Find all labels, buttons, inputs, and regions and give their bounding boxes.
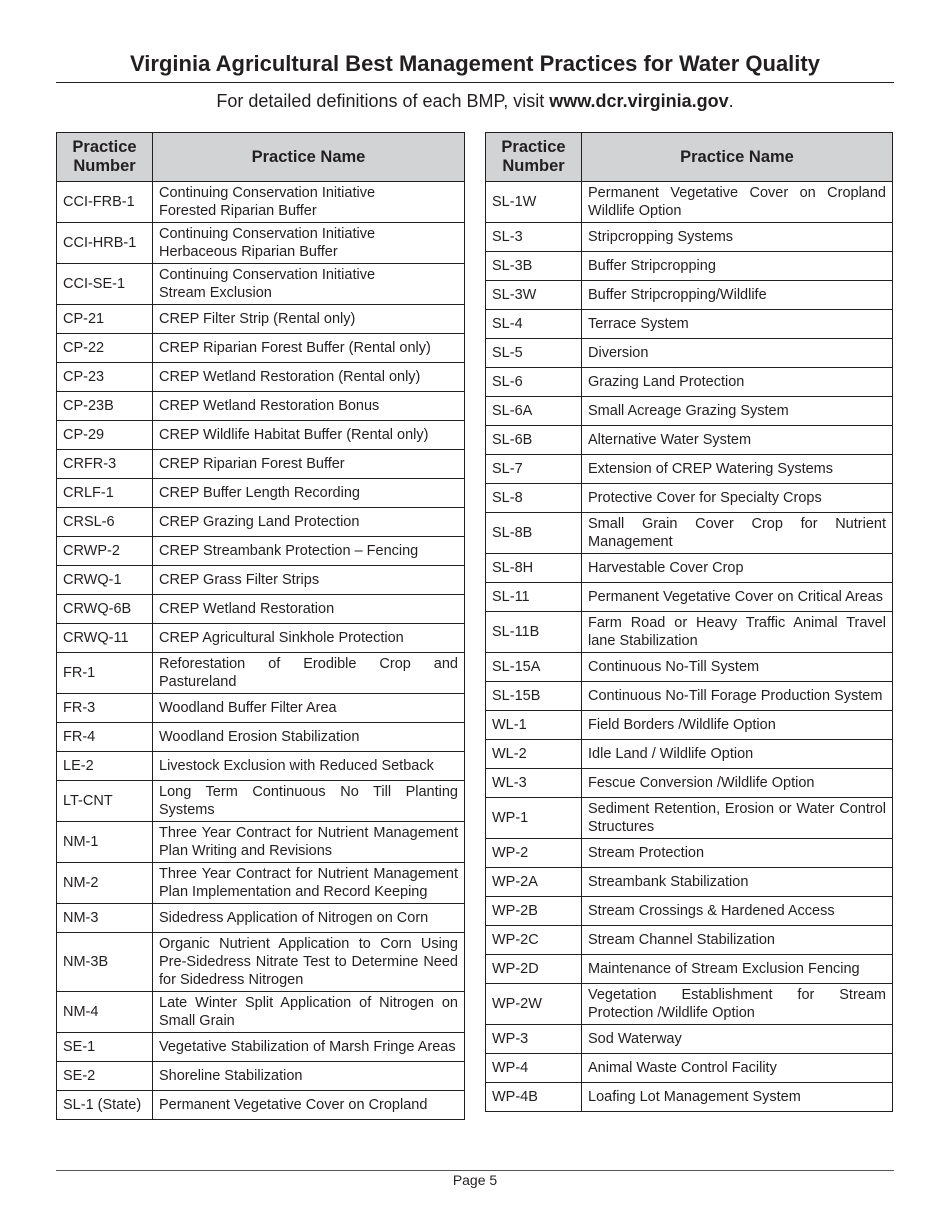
practice-number-cell: SL-1 (State) <box>57 1091 153 1120</box>
practice-number-cell: SL-8H <box>486 554 582 583</box>
table-row <box>486 182 893 223</box>
table-row <box>57 595 465 624</box>
practice-number-cell: CRWP-2 <box>57 537 153 566</box>
practice-name-cell: Three Year Contract for Nutrient Management Plan Writing and Revisions <box>153 822 465 863</box>
practice-number-cell: WP-2A <box>486 868 582 897</box>
practice-name-cell: Continuous No-Till Forage Production System <box>582 682 893 711</box>
practice-number-cell: CRLF-1 <box>57 479 153 508</box>
table-row <box>57 1091 465 1120</box>
table-row <box>486 1025 893 1054</box>
practice-number-cell: CRSL-6 <box>57 508 153 537</box>
table-row <box>486 1083 893 1112</box>
table-row <box>486 223 893 252</box>
page-title: Virginia Agricultural Best Management Practices for Water Quality <box>130 51 820 76</box>
practice-number-cell: LE-2 <box>57 752 153 781</box>
practice-number-cell: CP-29 <box>57 421 153 450</box>
practice-number-cell: WL-3 <box>486 769 582 798</box>
table-row <box>57 305 465 334</box>
table-row <box>486 426 893 455</box>
practice-name-cell: CREP Streambank Protection – Fencing <box>153 537 465 566</box>
practice-number-cell: CRFR-3 <box>57 450 153 479</box>
practice-number-cell: SL-3 <box>486 223 582 252</box>
table-row <box>486 955 893 984</box>
practice-number-cell: WP-2 <box>486 839 582 868</box>
practice-name-cell: Reforestation of Erodible Crop and Pastureland <box>153 653 465 694</box>
practice-number-cell: SL-3B <box>486 252 582 281</box>
practice-number-cell: SE-1 <box>57 1033 153 1062</box>
table-row <box>57 182 465 223</box>
practice-number-cell: SL-6 <box>486 368 582 397</box>
practice-name-cell: Stream Channel Stabilization <box>582 926 893 955</box>
table-row <box>57 450 465 479</box>
table-row <box>57 723 465 752</box>
table-row <box>486 368 893 397</box>
practice-name-cell: Buffer Stripcropping <box>582 252 893 281</box>
practice-name-cell: CREP Filter Strip (Rental only) <box>153 305 465 334</box>
practice-name-cell: CREP Riparian Forest Buffer <box>153 450 465 479</box>
table-row <box>57 822 465 863</box>
table-row <box>486 484 893 513</box>
practice-name-cell: Sidedress Application of Nitrogen on Corn <box>153 904 465 933</box>
practice-number-cell: SL-3W <box>486 281 582 310</box>
practice-name-cell: CREP Wetland Restoration (Rental only) <box>153 363 465 392</box>
table-row <box>57 363 465 392</box>
practice-name-cell: Late Winter Split Application of Nitrogen on Small Grain <box>153 992 465 1033</box>
subtitle-suffix: . <box>728 91 734 111</box>
practice-name-cell: CREP Buffer Length Recording <box>153 479 465 508</box>
practice-name-cell: Permanent Vegetative Cover on Critical Areas <box>582 583 893 612</box>
practice-name-cell: Vegetation Establishment for Stream Protection /Wildlife Option <box>582 984 893 1025</box>
practice-name-cell: CREP Grazing Land Protection <box>153 508 465 537</box>
table-row <box>57 992 465 1033</box>
table-row <box>486 554 893 583</box>
table-row <box>486 868 893 897</box>
practice-number-cell: NM-2 <box>57 863 153 904</box>
table-row <box>57 752 465 781</box>
practice-name-cell: Extension of CREP Watering Systems <box>582 455 893 484</box>
table-row <box>57 1062 465 1091</box>
practice-name-cell: Harvestable Cover Crop <box>582 554 893 583</box>
practice-name-cell: Protective Cover for Specialty Crops <box>582 484 893 513</box>
practice-name-cell: Shoreline Stabilization <box>153 1062 465 1091</box>
table-header-row <box>57 133 465 182</box>
practice-name-cell: Woodland Buffer Filter Area <box>153 694 465 723</box>
practice-name-cell: CREP Agricultural Sinkhole Protection <box>153 624 465 653</box>
practice-number-cell: CP-22 <box>57 334 153 363</box>
practice-name-cell: Streambank Stabilization <box>582 868 893 897</box>
practice-name-cell: CREP Grass Filter Strips <box>153 566 465 595</box>
practice-name-cell: Sediment Retention, Erosion or Water Control Structures <box>582 798 893 839</box>
table-row <box>486 897 893 926</box>
table-row <box>57 863 465 904</box>
table-row <box>57 392 465 421</box>
table-row <box>486 798 893 839</box>
practice-number-cell: FR-4 <box>57 723 153 752</box>
table-row <box>57 694 465 723</box>
practice-name-cell: Maintenance of Stream Exclusion Fencing <box>582 955 893 984</box>
table-row <box>486 339 893 368</box>
practice-number-cell: WL-1 <box>486 711 582 740</box>
practice-name-cell: Field Borders /Wildlife Option <box>582 711 893 740</box>
practice-name-cell: Continuing Conservation Initiative Stream Exclusion <box>153 264 465 305</box>
table-row <box>486 653 893 682</box>
practice-number-cell: WP-2W <box>486 984 582 1025</box>
practice-name-cell: Permanent Vegetative Cover on Cropland <box>153 1091 465 1120</box>
table-row <box>486 583 893 612</box>
column-header-practice-number: Practice Number <box>486 133 582 182</box>
table-row <box>57 624 465 653</box>
practice-number-cell: SL-7 <box>486 455 582 484</box>
practice-name-cell: Animal Waste Control Facility <box>582 1054 893 1083</box>
practice-name-cell: Continuing Conservation Initiative Herbaceous Riparian Buffer <box>153 223 465 264</box>
practice-number-cell: WP-2D <box>486 955 582 984</box>
practice-number-cell: SL-11B <box>486 612 582 653</box>
practice-number-cell: SE-2 <box>57 1062 153 1091</box>
practice-name-cell: Diversion <box>582 339 893 368</box>
practice-number-cell: CP-23B <box>57 392 153 421</box>
practice-number-cell: CCI-FRB-1 <box>57 182 153 223</box>
table-row <box>57 421 465 450</box>
practice-number-cell: NM-3 <box>57 904 153 933</box>
practice-name-cell: Small Grain Cover Crop for Nutrient Management <box>582 513 893 554</box>
practice-number-cell: SL-4 <box>486 310 582 339</box>
practice-number-cell: WL-2 <box>486 740 582 769</box>
practice-name-cell: Sod Waterway <box>582 1025 893 1054</box>
practice-name-cell: CREP Wetland Restoration Bonus <box>153 392 465 421</box>
practice-number-cell: SL-15B <box>486 682 582 711</box>
table-row <box>486 397 893 426</box>
practice-number-cell: WP-2C <box>486 926 582 955</box>
practice-number-cell: WP-3 <box>486 1025 582 1054</box>
practice-name-cell: Long Term Continuous No Till Planting Systems <box>153 781 465 822</box>
subtitle <box>56 90 894 112</box>
table-row <box>486 984 893 1025</box>
practice-name-cell: Permanent Vegetative Cover on Cropland Wildlife Option <box>582 182 893 223</box>
footer-divider <box>56 1170 894 1171</box>
practice-name-cell: Fescue Conversion /Wildlife Option <box>582 769 893 798</box>
practice-number-cell: SL-6B <box>486 426 582 455</box>
column-header-practice-name: Practice Name <box>153 133 465 182</box>
practice-number-cell: CP-21 <box>57 305 153 334</box>
table-row <box>486 740 893 769</box>
practice-number-cell: FR-1 <box>57 653 153 694</box>
table-row <box>486 252 893 281</box>
table-row <box>486 682 893 711</box>
practice-name-cell: Stream Crossings & Hardened Access <box>582 897 893 926</box>
practice-number-cell: WP-2B <box>486 897 582 926</box>
practice-name-cell: CREP Wildlife Habitat Buffer (Rental only) <box>153 421 465 450</box>
table-row <box>57 904 465 933</box>
table-row <box>486 612 893 653</box>
table-body <box>486 182 893 1112</box>
practice-number-cell: CRWQ-1 <box>57 566 153 595</box>
table-row <box>486 839 893 868</box>
column-header-practice-name: Practice Name <box>582 133 893 182</box>
table-row <box>486 769 893 798</box>
practice-number-cell: SL-15A <box>486 653 582 682</box>
practices-table-left <box>56 132 465 1120</box>
practice-number-cell: SL-1W <box>486 182 582 223</box>
practice-name-cell: Buffer Stripcropping/Wildlife <box>582 281 893 310</box>
table-row <box>486 926 893 955</box>
table-row <box>57 334 465 363</box>
practice-number-cell: SL-8 <box>486 484 582 513</box>
practice-name-cell: Livestock Exclusion with Reduced Setback <box>153 752 465 781</box>
practice-name-cell: Woodland Erosion Stabilization <box>153 723 465 752</box>
practice-name-cell: Alternative Water System <box>582 426 893 455</box>
practice-name-cell: Stream Protection <box>582 839 893 868</box>
table-row <box>486 281 893 310</box>
website-link[interactable]: www.dcr.virginia.gov <box>549 91 729 111</box>
practice-name-cell: CREP Wetland Restoration <box>153 595 465 624</box>
practice-number-cell: CRWQ-6B <box>57 595 153 624</box>
title-divider <box>56 82 894 83</box>
practice-number-cell: FR-3 <box>57 694 153 723</box>
practice-name-cell: Loafing Lot Management System <box>582 1083 893 1112</box>
practice-number-cell: NM-3B <box>57 933 153 992</box>
practices-table-right <box>485 132 893 1112</box>
table-row <box>57 508 465 537</box>
table-row <box>57 223 465 264</box>
practice-name-cell: Continuous No-Till System <box>582 653 893 682</box>
practice-number-cell: CRWQ-11 <box>57 624 153 653</box>
practice-name-cell: Continuing Conservation Initiative Forested Riparian Buffer <box>153 182 465 223</box>
practice-number-cell: SL-6A <box>486 397 582 426</box>
table-row <box>57 537 465 566</box>
practice-number-cell: NM-4 <box>57 992 153 1033</box>
practice-name-cell: Terrace System <box>582 310 893 339</box>
practice-name-cell: Vegetative Stabilization of Marsh Fringe Areas <box>153 1033 465 1062</box>
table-row <box>486 455 893 484</box>
table-header-row <box>486 133 893 182</box>
table-row <box>486 513 893 554</box>
practice-name-cell: Stripcropping Systems <box>582 223 893 252</box>
practice-name-cell: Small Acreage Grazing System <box>582 397 893 426</box>
table-row <box>57 566 465 595</box>
table-row <box>57 479 465 508</box>
table-body <box>57 182 465 1120</box>
practice-number-cell: WP-4B <box>486 1083 582 1112</box>
practice-name-cell: Three Year Contract for Nutrient Management Plan Implementation and Record Keeping <box>153 863 465 904</box>
table-row <box>486 310 893 339</box>
practice-number-cell: SL-5 <box>486 339 582 368</box>
practice-name-cell: Idle Land / Wildlife Option <box>582 740 893 769</box>
practice-number-cell: CCI-HRB-1 <box>57 223 153 264</box>
table-row <box>486 711 893 740</box>
table-row <box>57 933 465 992</box>
practice-name-cell: Grazing Land Protection <box>582 368 893 397</box>
table-row <box>57 653 465 694</box>
practice-name-cell: Organic Nutrient Application to Corn Using Pre-Sidedress Nitrate Test to Determine Need for Sidedress Nitrogen <box>153 933 465 992</box>
practice-number-cell: LT-CNT <box>57 781 153 822</box>
practice-number-cell: NM-1 <box>57 822 153 863</box>
practice-name-cell: CREP Riparian Forest Buffer (Rental only) <box>153 334 465 363</box>
subtitle-text: For detailed definitions of each BMP, visit <box>216 91 550 111</box>
practice-name-cell: Farm Road or Heavy Traffic Animal Travel lane Stabilization <box>582 612 893 653</box>
practice-number-cell: CP-23 <box>57 363 153 392</box>
practice-number-cell: SL-8B <box>486 513 582 554</box>
table-row <box>486 1054 893 1083</box>
table-row <box>57 264 465 305</box>
practice-number-cell: CCI-SE-1 <box>57 264 153 305</box>
table-row <box>57 781 465 822</box>
page-number: Page 5 <box>452 1172 498 1188</box>
table-row <box>57 1033 465 1062</box>
practice-number-cell: WP-1 <box>486 798 582 839</box>
practice-number-cell: WP-4 <box>486 1054 582 1083</box>
column-header-practice-number: Practice Number <box>57 133 153 182</box>
practice-number-cell: SL-11 <box>486 583 582 612</box>
